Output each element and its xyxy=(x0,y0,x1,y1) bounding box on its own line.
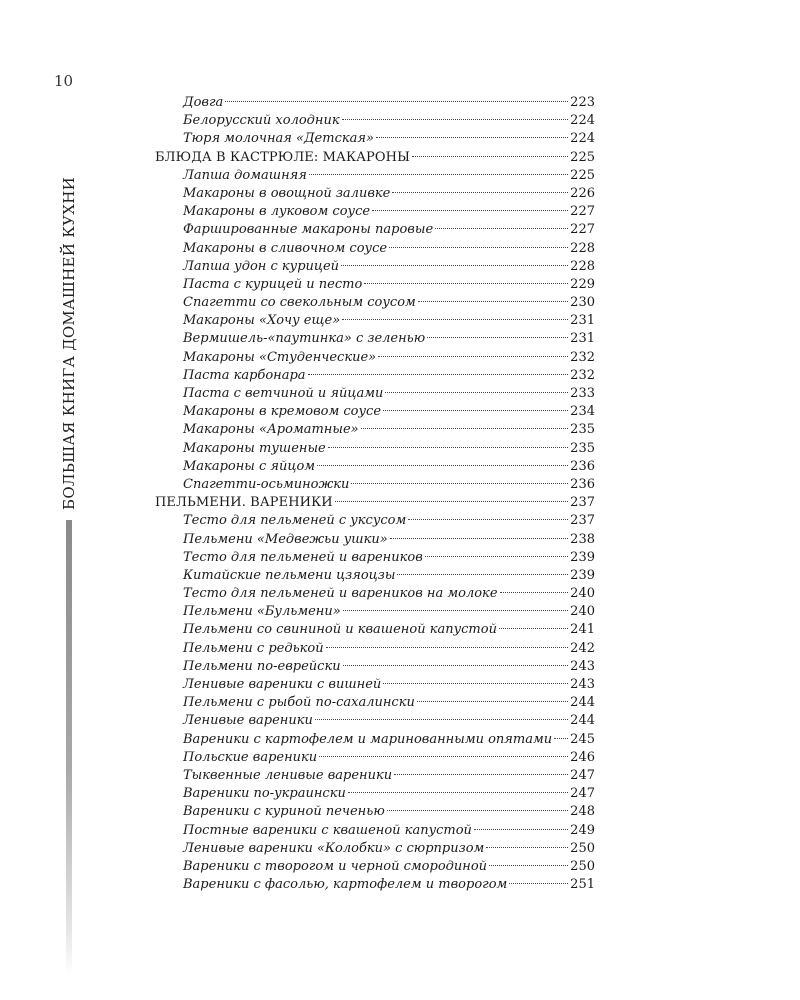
toc-entry xyxy=(155,621,595,639)
toc-entry-page: 244 xyxy=(570,713,595,729)
toc-entry-title: Пельмени «Медвежьи ушки» xyxy=(183,531,388,547)
dot-leader xyxy=(348,792,568,793)
toc-entry-title: Ленивые вареники xyxy=(183,713,313,729)
toc-entry xyxy=(155,349,595,367)
toc-entry xyxy=(155,640,595,658)
dot-leader xyxy=(383,683,568,684)
toc-entry-title: Пельмени «Бульмени» xyxy=(183,604,341,620)
toc-entry-page: 249 xyxy=(570,822,595,838)
toc-entry-page: 241 xyxy=(570,622,595,638)
toc-entry-page: 227 xyxy=(570,204,595,220)
toc-entry xyxy=(155,803,595,821)
dot-leader xyxy=(425,556,568,557)
toc-entry-title: Макароны с яйцом xyxy=(183,458,316,474)
toc-entry-title: БЛЮДА В КАСТРЮЛЕ: МАКАРОНЫ xyxy=(155,149,410,165)
toc-entry-page: 228 xyxy=(570,258,595,274)
toc-entry-page: 227 xyxy=(570,222,595,238)
toc-entry-page: 243 xyxy=(570,677,595,692)
toc-entry-title: Макароны тушеные xyxy=(183,440,326,456)
dot-leader xyxy=(397,574,568,575)
toc-entry-title: ПЕЛЬМЕНИ. ВАРЕНИКИ xyxy=(155,495,333,511)
toc-entry xyxy=(155,603,595,621)
dot-leader xyxy=(315,719,568,720)
toc-entry-title: Фаршированные макароны паровые xyxy=(183,222,434,238)
toc-entry-title: Ленивые вареники «Колобки» с сюрпризом xyxy=(183,840,485,856)
toc-entry-page: 240 xyxy=(570,586,595,602)
toc-entry-title: Довга xyxy=(183,95,224,110)
toc-entry-page: 234 xyxy=(570,404,595,420)
toc-entry-title: Пельмени с редькой xyxy=(183,640,324,656)
toc-entry xyxy=(155,858,595,876)
dot-leader xyxy=(225,101,568,102)
dot-leader xyxy=(427,337,568,338)
toc-entry-title: Макароны «Хочу еще» xyxy=(183,313,341,329)
dot-leader xyxy=(499,628,568,629)
toc-entry-title: Ленивые вареники с вишней xyxy=(183,677,382,692)
toc-entry-title: Макароны в сливочном соусе xyxy=(183,240,388,256)
toc-entry-page: 232 xyxy=(570,367,595,383)
dot-leader xyxy=(342,319,568,320)
dot-leader xyxy=(343,665,569,666)
toc-entry xyxy=(155,731,595,749)
dot-leader xyxy=(408,519,568,520)
toc-entry xyxy=(155,767,595,785)
toc-entry-page: 230 xyxy=(570,295,595,311)
dot-leader xyxy=(383,410,568,411)
toc-entry xyxy=(155,876,595,894)
dot-leader xyxy=(342,119,569,120)
toc-entry-title: Тюря молочная «Детская» xyxy=(183,131,374,147)
toc-entry xyxy=(155,567,595,585)
toc-entry-page: 231 xyxy=(570,313,595,329)
toc-entry xyxy=(155,549,595,567)
toc-section-entry xyxy=(155,494,595,512)
toc-entry-title: Тесто для пельменей и вареников на молоке xyxy=(183,586,498,602)
toc-entry-page: 226 xyxy=(570,185,595,201)
toc-entry-title: Лапша домашняя xyxy=(183,167,307,183)
toc-entry xyxy=(155,712,595,730)
toc-entry-page: 224 xyxy=(570,113,595,129)
dot-leader xyxy=(378,356,568,357)
dot-leader xyxy=(390,538,568,539)
toc-entry xyxy=(155,94,595,112)
toc-entry-title: Пельмени с рыбой по-сахалински xyxy=(183,695,415,711)
toc-entry-title: Спагетти-осьминожки xyxy=(183,476,350,492)
toc-entry-title: Макароны в луковом соусе xyxy=(183,204,371,220)
toc-entry-page: 245 xyxy=(570,731,595,747)
toc-entry-page: 224 xyxy=(570,131,595,147)
toc-entry-title: Лапша удон с курицей xyxy=(183,258,340,274)
toc-entry-title: Польские вареники xyxy=(183,749,318,765)
toc-entry xyxy=(155,330,595,348)
toc-entry xyxy=(155,385,595,403)
toc-entry-title: Макароны «Ароматные» xyxy=(183,422,359,438)
toc-entry xyxy=(155,512,595,530)
toc-entry-title: Макароны в кремовом соусе xyxy=(183,404,382,420)
toc-section-entry xyxy=(155,149,595,167)
toc-entry xyxy=(155,676,595,694)
toc-entry-title: Вареники с куриной печенью xyxy=(183,804,385,820)
toc-entry-title: Макароны в овощной заливке xyxy=(183,185,391,201)
dot-leader xyxy=(361,428,569,429)
toc-entry xyxy=(155,294,595,312)
toc-entry-page: 231 xyxy=(570,331,595,347)
toc-entry xyxy=(155,130,595,148)
toc-entry-page: 232 xyxy=(570,349,595,365)
dot-leader xyxy=(308,374,569,375)
dot-leader xyxy=(412,156,568,157)
toc-entry xyxy=(155,822,595,840)
toc-entry-title: Вареники с картофелем и маринованными опятами xyxy=(183,731,553,747)
dot-leader xyxy=(335,501,568,502)
dot-leader xyxy=(394,774,568,775)
dot-leader xyxy=(319,756,568,757)
dot-leader xyxy=(474,829,568,830)
toc-entry-title: Вареники с фасолью, картофелем и творогом xyxy=(183,877,508,893)
toc-entry-title: Тыквенные ленивые вареники xyxy=(183,767,393,783)
dot-leader xyxy=(500,592,569,593)
dot-leader xyxy=(486,847,568,848)
toc-entry xyxy=(155,694,595,712)
dot-leader xyxy=(435,228,568,229)
toc-entry-page: 238 xyxy=(570,531,595,547)
book-title-vertical: БОЛЬШАЯ КНИГА ДОМАШНЕЙ КУХНИ xyxy=(60,176,78,510)
toc-entry-page: 225 xyxy=(570,149,595,165)
toc-entry-title: Паста с ветчиной и яйцами xyxy=(183,386,384,401)
toc-entry xyxy=(155,585,595,603)
dot-leader xyxy=(328,447,568,448)
toc-entry-title: Постные вареники с квашеной капустой xyxy=(183,822,472,838)
side-decorative-bar xyxy=(66,520,72,975)
toc-entry-title: Тесто для пельменей с уксусом xyxy=(183,513,407,529)
toc-entry-page: 250 xyxy=(570,858,595,874)
toc-entry-page: 233 xyxy=(570,386,595,401)
toc-entry-page: 235 xyxy=(570,440,595,456)
toc-entry-title: Макароны «Студенческие» xyxy=(183,349,377,365)
dot-leader xyxy=(351,483,568,484)
dot-leader xyxy=(392,192,568,193)
toc-entry-page: 229 xyxy=(570,276,595,292)
table-of-contents xyxy=(155,94,595,894)
toc-entry-title: Вареники по-украински xyxy=(183,786,346,802)
dot-leader xyxy=(489,865,568,866)
toc-entry-page: 239 xyxy=(570,549,595,565)
toc-entry-title: Китайские пельмени цзяоцзы xyxy=(183,567,396,583)
toc-entry-page: 244 xyxy=(570,695,595,711)
dot-leader xyxy=(364,283,568,284)
dot-leader xyxy=(317,465,568,466)
toc-entry xyxy=(155,240,595,258)
toc-entry-page: 236 xyxy=(570,458,595,474)
toc-entry-page: 239 xyxy=(570,567,595,583)
dot-leader xyxy=(343,610,568,611)
dot-leader xyxy=(309,174,568,175)
toc-entry-page: 235 xyxy=(570,422,595,438)
toc-entry xyxy=(155,658,595,676)
toc-entry xyxy=(155,258,595,276)
toc-entry-title: Спагетти со свекольным соусом xyxy=(183,295,416,311)
toc-entry-page: 248 xyxy=(570,804,595,820)
toc-entry-title: Вермишель-«паутинка» с зеленью xyxy=(183,331,426,347)
dot-leader xyxy=(509,883,568,884)
toc-entry xyxy=(155,531,595,549)
toc-entry-title: Тесто для пельменей и вареников xyxy=(183,549,423,565)
toc-entry-page: 237 xyxy=(570,495,595,511)
toc-entry xyxy=(155,185,595,203)
toc-entry-page: 228 xyxy=(570,240,595,256)
toc-entry xyxy=(155,276,595,294)
toc-entry-page: 237 xyxy=(570,513,595,529)
toc-entry-page: 225 xyxy=(570,167,595,183)
toc-entry-page: 247 xyxy=(570,767,595,783)
dot-leader xyxy=(376,137,568,138)
toc-entry xyxy=(155,840,595,858)
toc-entry-page: 223 xyxy=(570,95,595,110)
toc-entry-title: Белорусский холодник xyxy=(183,113,340,129)
toc-entry-page: 246 xyxy=(570,749,595,765)
page-number: 10 xyxy=(54,72,74,90)
toc-entry-title: Вареники с творогом и черной смородиной xyxy=(183,858,488,874)
dot-leader xyxy=(387,810,568,811)
toc-entry xyxy=(155,458,595,476)
toc-entry xyxy=(155,749,595,767)
toc-entry-page: 247 xyxy=(570,786,595,802)
toc-entry xyxy=(155,476,595,494)
dot-leader xyxy=(554,738,568,739)
toc-entry xyxy=(155,112,595,130)
dot-leader xyxy=(326,647,569,648)
toc-entry xyxy=(155,221,595,239)
dot-leader xyxy=(372,210,568,211)
toc-entry-page: 242 xyxy=(570,640,595,656)
dot-leader xyxy=(417,701,568,702)
toc-entry-title: Пельмени со свининой и квашеной капустой xyxy=(183,622,497,638)
toc-entry xyxy=(155,203,595,221)
toc-entry xyxy=(155,367,595,385)
toc-entry-page: 240 xyxy=(570,604,595,620)
toc-entry-page: 250 xyxy=(570,840,595,856)
toc-entry xyxy=(155,785,595,803)
toc-entry-title: Пельмени по-еврейски xyxy=(183,658,341,674)
toc-entry xyxy=(155,421,595,439)
dot-leader xyxy=(418,301,568,302)
toc-entry xyxy=(155,403,595,421)
dot-leader xyxy=(389,247,568,248)
toc-entry-title: Паста карбонара xyxy=(183,367,306,383)
toc-entry-page: 251 xyxy=(570,877,595,893)
toc-entry-page: 243 xyxy=(570,658,595,674)
toc-entry xyxy=(155,167,595,185)
toc-entry-page: 236 xyxy=(570,476,595,492)
toc-entry xyxy=(155,440,595,458)
dot-leader xyxy=(385,392,568,393)
toc-entry xyxy=(155,312,595,330)
toc-entry-title: Паста с курицей и песто xyxy=(183,276,363,292)
dot-leader xyxy=(341,265,568,266)
